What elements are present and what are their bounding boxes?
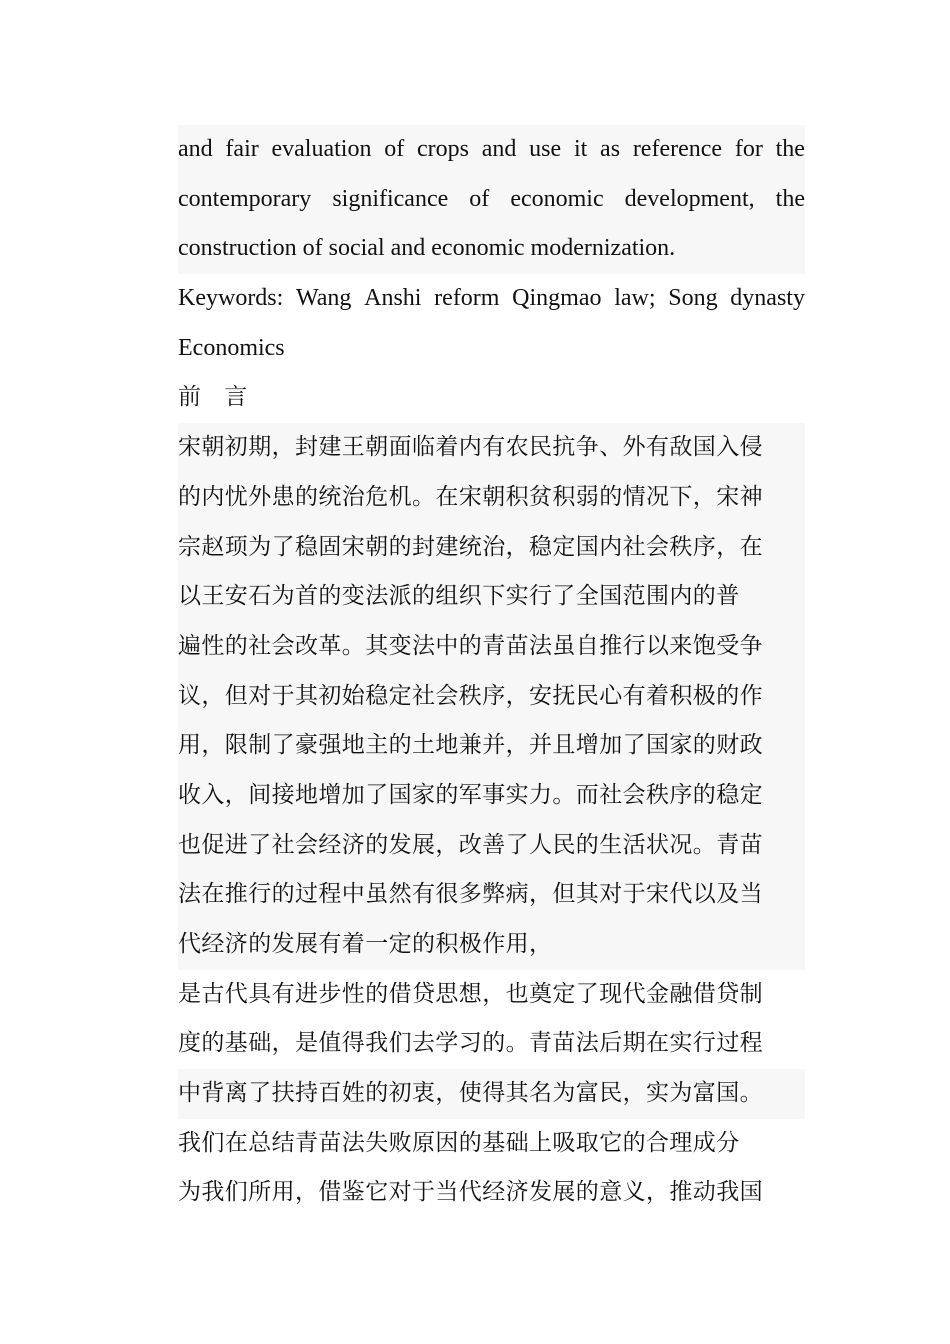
word: evaluation (271, 136, 372, 162)
word: Keywords: (178, 285, 284, 312)
word: contemporary (178, 185, 312, 212)
abstract-line-2 (178, 175, 805, 225)
body-line: 议，但对于其初始稳定社会秩序，安抚民心有着积极的作 (178, 672, 805, 722)
word: dynasty (730, 285, 805, 312)
word: the (775, 136, 805, 162)
body-line: 遍性的社会改革。其变法中的青苗法虽自推行以来饱受争 (178, 622, 805, 672)
body-line: 度的基础，是值得我们去学习的。青苗法后期在实行过程 (178, 1030, 763, 1057)
word: Anshi (364, 285, 422, 312)
body-line: 的内忧外患的统治危机。在宋朝积贫积弱的情况下，宋神 (178, 473, 805, 523)
word: fair (225, 136, 259, 162)
word: the (775, 185, 805, 212)
word: and (481, 136, 517, 162)
body-line: 宗赵顼为了稳固宋朝的封建统治，稳定国内社会秩序，在 (178, 523, 805, 573)
word: use (529, 136, 562, 162)
word: crops (417, 136, 469, 162)
body-line: 法在推行的过程中虽然有很多弊病，但其对于宋代以及当 (178, 870, 805, 920)
body-line: 中背离了扶持百姓的初衷，使得其名为富民，实为富国。 (178, 1069, 805, 1119)
word: Song (668, 285, 718, 312)
keywords-line-1 (178, 274, 805, 324)
body-line: 是古代具有进步性的借贷思想，也奠定了现代金融借贷制 (178, 980, 763, 1007)
body-line: 代经济的发展有着一定的积极作用， (178, 920, 805, 970)
body-line: 也促进了社会经济的发展，改善了人民的生活状况。青苗 (178, 821, 805, 871)
word: and (178, 136, 213, 162)
body-line: 以王安石为首的变法派的组织下实行了全国范围内的普 (178, 572, 805, 622)
abstract-line-3: construction of social and economic modernization. (178, 224, 805, 274)
word: development, (624, 185, 755, 212)
word: reform (434, 285, 500, 312)
abstract-line-1 (178, 125, 805, 175)
word: of (384, 136, 405, 162)
word: it (573, 136, 588, 162)
word: for (734, 136, 763, 162)
body-line: 收入，间接地增加了国家的军事实力。而社会秩序的稳定 (178, 771, 805, 821)
preface-heading: 前 言 (178, 384, 256, 411)
keywords-line-2: Economics (178, 334, 285, 361)
word: law; (614, 285, 656, 312)
word: of (469, 185, 490, 212)
word: Qingmao (512, 285, 602, 312)
text-block (178, 125, 805, 1218)
word: reference (632, 136, 723, 162)
word: as (600, 136, 621, 162)
word: economic (510, 185, 604, 212)
body-line: 为我们所用，借鉴它对于当代经济发展的意义，推动我国 (178, 1179, 763, 1206)
word: significance (332, 185, 449, 212)
body-line: 用，限制了豪强地主的土地兼并，并且增加了国家的财政 (178, 721, 805, 771)
word: Wang (296, 285, 352, 312)
body-line: 宋朝初期，封建王朝面临着内有农民抗争、外有敌国入侵 (178, 423, 805, 473)
body-line: 我们在总结青苗法失败原因的基础上吸取它的合理成分 (178, 1129, 740, 1156)
